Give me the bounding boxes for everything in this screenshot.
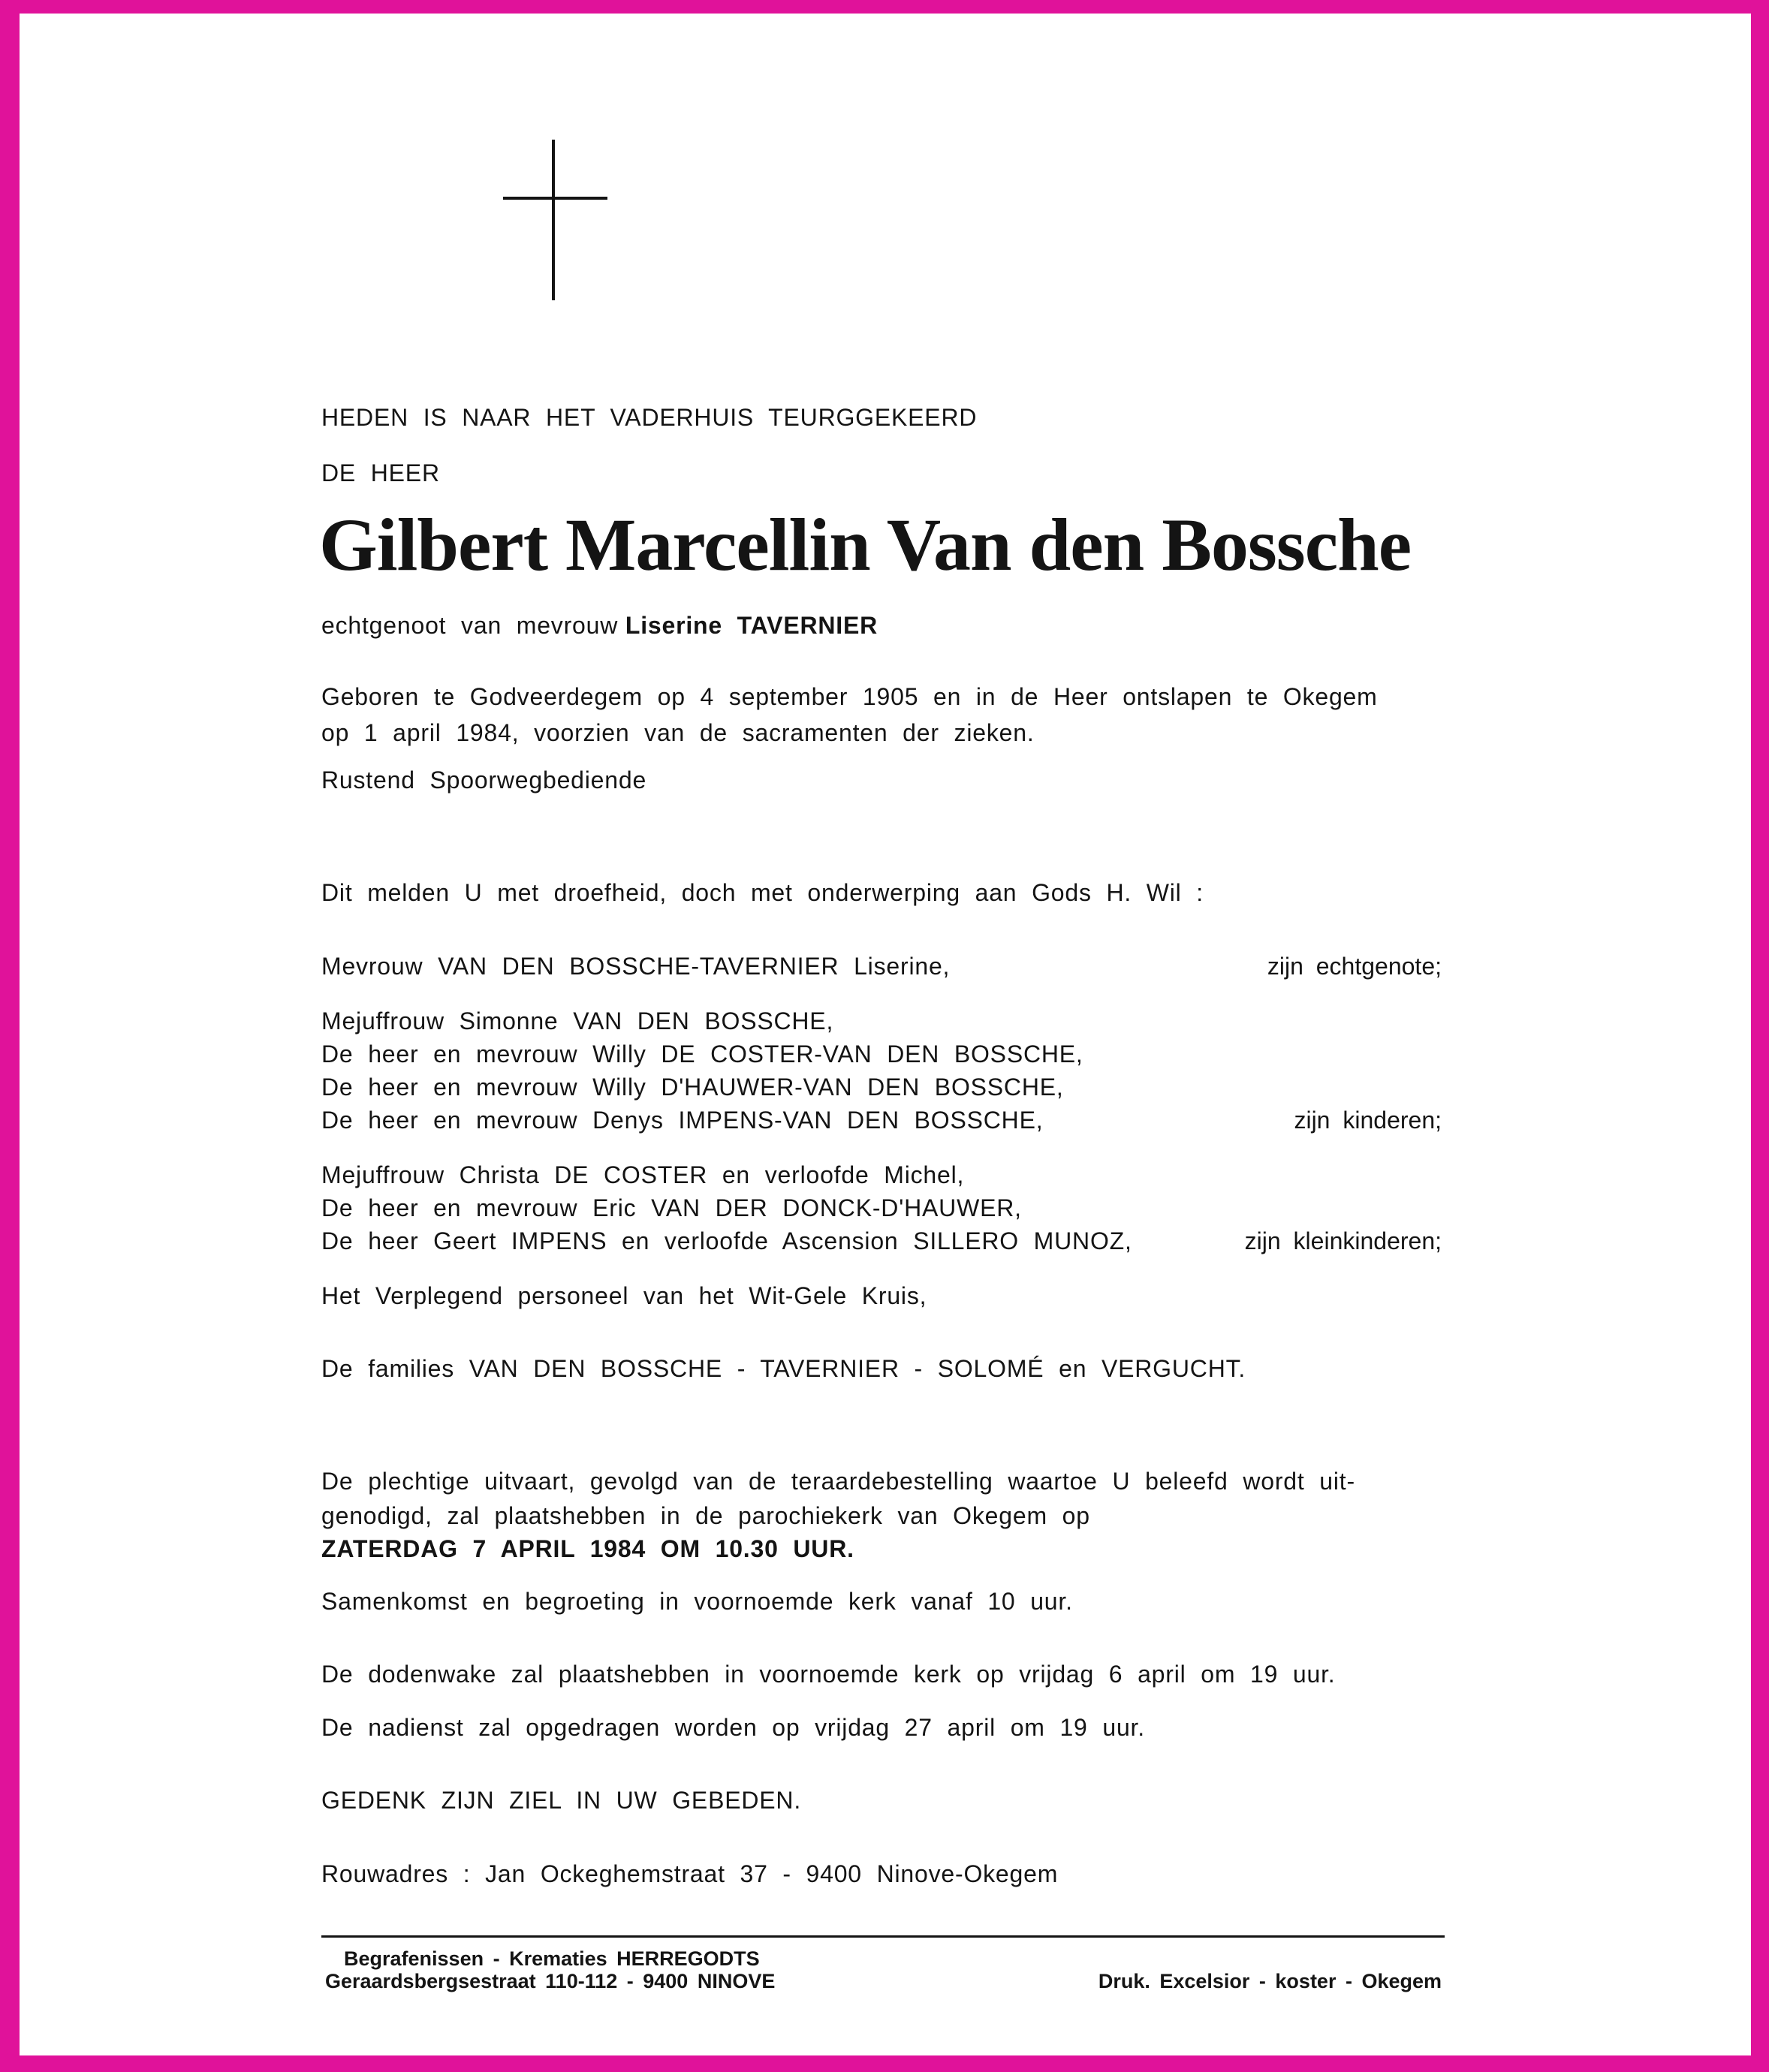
child-3: De heer en mevrouw Willy D'HAUWER-VAN DEN BOSSCHE, <box>321 1074 1064 1101</box>
cross-icon-bar <box>503 197 607 200</box>
bio-line-2: op 1 april 1984, voorzien van de sacramenten der zieken. <box>321 719 1035 746</box>
spouse-line <box>321 612 878 640</box>
footer-divider <box>321 1935 1445 1938</box>
announcement-text: Dit melden U met droefheid, doch met onderwerping aan Gods H. Wil : <box>321 879 1204 906</box>
printer-credit: Druk. Excelsior - koster - Okegem <box>1098 1970 1442 1992</box>
families-text: De families VAN DEN BOSSCHE - TAVERNIER - SOLOMÉ en VERGUCHT. <box>321 1355 1246 1382</box>
spouse-name: Liserine TAVERNIER <box>625 612 878 639</box>
nursing-staff: Het Verplegend personeel van het Wit-Gele Kruis, <box>321 1282 927 1309</box>
grandchild-1: Mejuffrouw Christa DE COSTER en verloofde Michel, <box>321 1161 965 1188</box>
family-spouse: Mevrouw VAN DEN BOSSCHE-TAVERNIER Liserine, <box>321 953 951 980</box>
remember-text: GEDENK ZIJN ZIEL IN UW GEBEDEN. <box>321 1787 802 1814</box>
child-4: De heer en mevrouw Denys IMPENS-VAN DEN BOSSCHE, <box>321 1107 1044 1134</box>
wake-text: De dodenwake zal plaatshebben in voornoemde kerk op vrijdag 6 april om 19 uur. <box>321 1661 1336 1688</box>
spouse-prefix: echtgenoot van mevrouw <box>321 612 619 639</box>
gathering-text: Samenkomst en begroeting in voornoemde kerk vanaf 10 uur. <box>321 1588 1073 1615</box>
relation-grandchildren: zijn kleinkinderen; <box>1244 1227 1442 1254</box>
obituary-card <box>20 14 1751 2055</box>
title-text: DE HEER <box>321 459 440 486</box>
undertaker-line-1: Begrafenissen - Krematies HERREGODTS <box>344 1947 760 1970</box>
relation-children: zijn kinderen; <box>1294 1107 1442 1134</box>
service-text: De nadienst zal opgedragen worden op vrijdag 27 april om 19 uur. <box>321 1714 1145 1741</box>
deceased-name: Gilbert Marcellin Van den Bossche <box>319 503 1412 586</box>
undertaker-line-2: Geraardsbergsestraat 110-112 - 9400 NINOVE <box>325 1970 776 1992</box>
occupation-text: Rustend Spoorwegbediende <box>321 766 647 794</box>
grandchild-3: De heer Geert IMPENS en verloofde Ascension SILLERO MUNOZ, <box>321 1227 1132 1254</box>
intro-text: HEDEN IS NAAR HET VADERHUIS TEURGGEKEERD <box>321 404 978 431</box>
bio-line-1: Geboren te Godveerdegem op 4 september 1905 en in de Heer ontslapen te Okegem <box>321 683 1378 710</box>
funeral-date: ZATERDAG 7 APRIL 1984 OM 10.30 UUR. <box>321 1535 854 1562</box>
address-text: Rouwadres : Jan Ockeghemstraat 37 - 9400 Ninove-Okegem <box>321 1860 1059 1887</box>
child-2: De heer en mevrouw Willy DE COSTER-VAN DEN BOSSCHE, <box>321 1041 1083 1068</box>
child-1: Mejuffrouw Simonne VAN DEN BOSSCHE, <box>321 1007 834 1034</box>
cross-icon <box>552 140 555 300</box>
grandchild-2: De heer en mevrouw Eric VAN DER DONCK-D'HAUWER, <box>321 1194 1022 1221</box>
funeral-line-2: genodigd, zal plaatshebben in de parochiekerk van Okegem op <box>321 1502 1090 1529</box>
funeral-line-1: De plechtige uitvaart, gevolgd van de teraardebestelling waartoe U beleefd wordt uit- <box>321 1468 1355 1495</box>
relation-spouse: zijn echtgenote; <box>1267 953 1442 980</box>
